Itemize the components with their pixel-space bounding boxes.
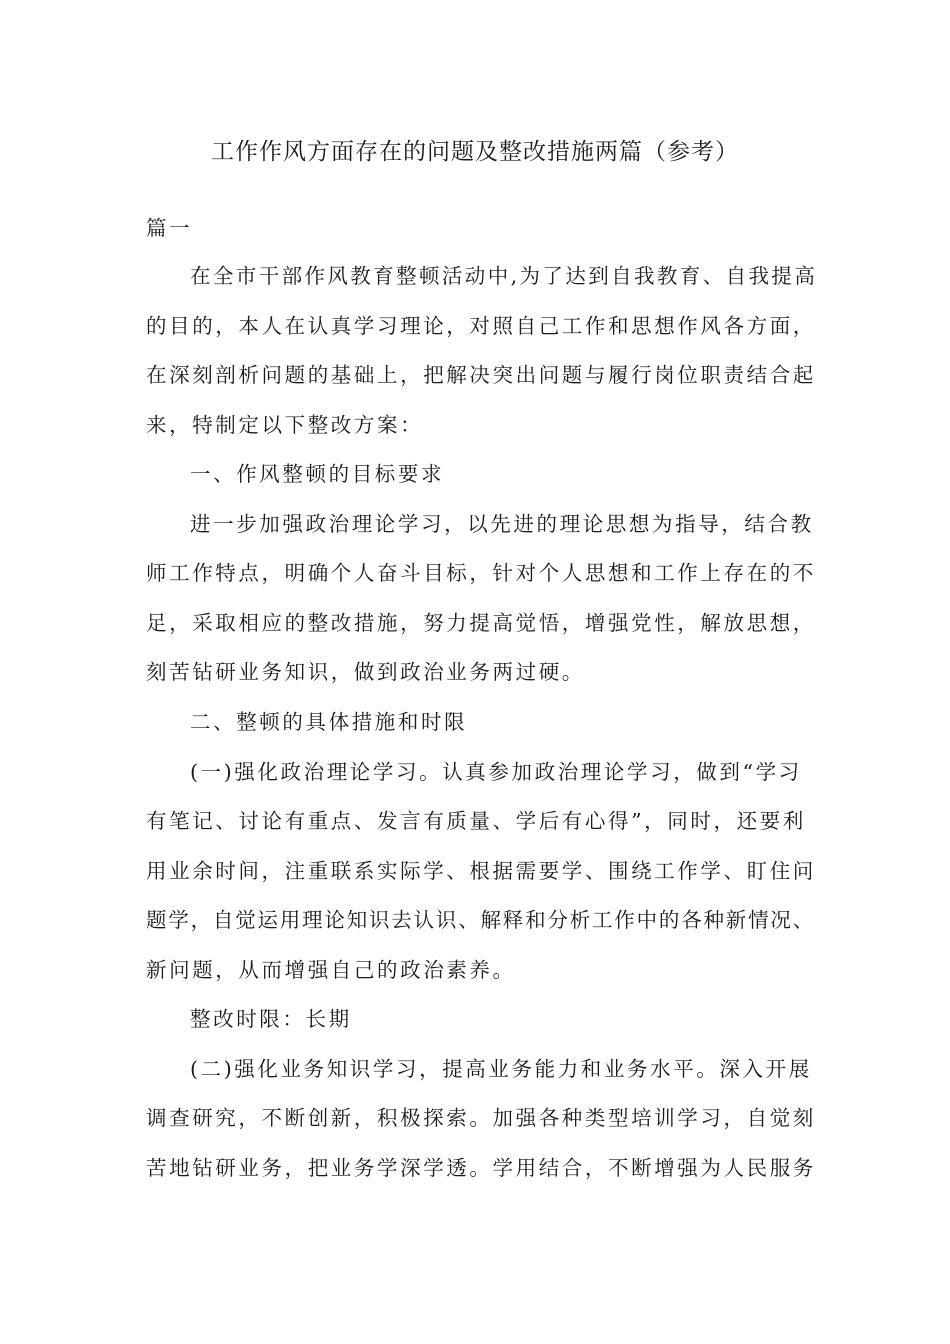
paragraph-line: 新问题，从而增强自己的政治素养。 — [146, 958, 516, 982]
paragraph-line: 来，特制定以下整改方案： — [146, 413, 424, 437]
paragraph-line: 用业余时间，注重联系实际学、根据需要学、围绕工作学、盯住问 — [146, 859, 816, 883]
paragraph-line: 进一步加强政治理论学习，以先进的理论思想为指导，结合教 — [190, 512, 814, 536]
paragraph-line: 在全市干部作风教育整顿活动中,为了达到自我教育、自我提高 — [190, 264, 818, 288]
paragraph-line: 题学，自觉运用理论知识去认识、解释和分析工作中的各种新情况、 — [146, 908, 815, 932]
paragraph-line: 刻苦钻研业务知识，做到政治业务两过硬。 — [146, 660, 585, 684]
deadline-line: 整改时限：长期 — [190, 1007, 352, 1031]
paragraph-line: 在深刻剖析问题的基础上，把解决突出问题与履行岗位职责结合起 — [146, 363, 816, 387]
paragraph-line: 有笔记、讨论有重点、发言有质量、学后有心得”，同时，还要利 — [146, 809, 806, 833]
paragraph-line: (一)强化政治理论学习。认真参加政治理论学习，做到“学习 — [190, 760, 802, 784]
subheading-goals: 一、作风整顿的目标要求 — [190, 462, 445, 486]
subheading-measures: 二、整顿的具体措施和时限 — [190, 710, 468, 734]
paragraph-line: 的目的，本人在认真学习理论，对照自己工作和思想作风各方面， — [146, 314, 816, 338]
document-title: 工作作风方面存在的问题及整改措施两篇（参考） — [211, 139, 739, 165]
paragraph-line: 足，采取相应的整改措施，努力提高觉悟，增强党性，解放思想， — [146, 611, 816, 635]
paragraph-line: 调查研究，不断创新，积极探索。加强各种类型培训学习，自觉刻 — [146, 1106, 816, 1130]
paragraph-line: 苦地钻研业务，把业务学深学透。学用结合，不断增强为人民服务 — [146, 1156, 816, 1180]
paragraph-line: (二)强化业务知识学习，提高业务能力和业务水平。深入开展 — [190, 1057, 812, 1081]
section-heading-pian-1: 篇一 — [146, 216, 193, 240]
paragraph-line: 师工作特点，明确个人奋斗目标，针对个人思想和工作上存在的不 — [146, 561, 816, 585]
